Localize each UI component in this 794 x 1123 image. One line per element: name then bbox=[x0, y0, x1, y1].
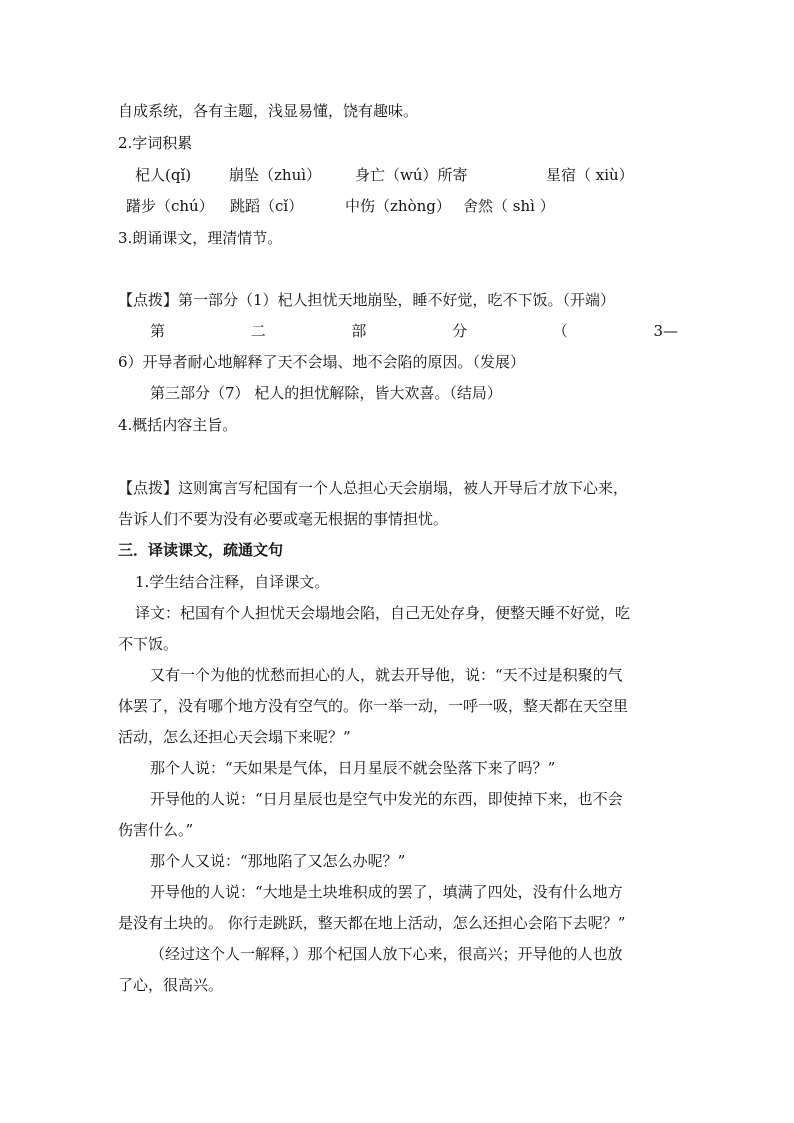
paragraph-line: 开导他的人说：“大地是土块堆积成的罢了，填满了四处，没有什么地方 bbox=[150, 883, 623, 901]
section-heading-theme: 4.概括内容主旨。 bbox=[118, 416, 238, 434]
vocab-item: 崩坠（zhuì） bbox=[229, 166, 322, 184]
section-heading-word-accumulation: 2.字词积累 bbox=[118, 134, 193, 152]
vocab-item: 星宿（ xiù） bbox=[546, 166, 634, 184]
vocab-item: 跳蹈（cǐ） bbox=[230, 197, 304, 215]
paragraph-line: 体罢了，没有哪个地方没有空气的。你一举一动，一呼一吸，整天都在天空里 bbox=[118, 697, 629, 715]
paragraph-line: 活动，怎么还担心天会塌下来呢？” bbox=[118, 728, 351, 746]
tip-tag: 【点拨】 bbox=[118, 479, 179, 497]
vocab-item: 身亡（wú）所寄 bbox=[355, 166, 468, 184]
justified-char: 分 bbox=[452, 322, 468, 340]
section-heading-recitation: 3.朗诵课文，理清情节。 bbox=[118, 229, 283, 247]
tip-paragraph-theme bbox=[118, 478, 678, 498]
tip-text: 第一部分（1）杞人担忧天地崩坠，睡不好觉，吃不下饭。（开端） bbox=[178, 291, 616, 309]
justified-char: 3— bbox=[653, 322, 678, 340]
justified-char: 二 bbox=[250, 322, 266, 340]
justified-char: （ bbox=[552, 322, 568, 340]
paragraph-line: 不下饭。 bbox=[118, 635, 179, 653]
vocab-item: 躇步（chú） bbox=[126, 197, 214, 215]
tip-tag: 【点拨】 bbox=[118, 291, 179, 309]
paragraph-line: 1.学生结合注释，自译课文。 bbox=[135, 573, 330, 591]
paragraph-line: 是没有土块的。 你行走跳跃，整天都在地上活动，怎么还担心会陷下去呢？” bbox=[118, 914, 626, 932]
justified-char: 部 bbox=[351, 322, 367, 340]
vocab-row-1 bbox=[118, 165, 678, 185]
tip-paragraph-structure bbox=[118, 290, 678, 310]
paragraph-line: 第三部分（7） 杞人的担忧解除，皆大欢喜。（结局） bbox=[150, 384, 502, 402]
paragraph-line: 伤害什么。” bbox=[118, 821, 194, 839]
vocab-item: 舍然（ shì ） bbox=[463, 197, 555, 215]
paragraph-line: 那个人又说：“那地陷了又怎么办呢？” bbox=[150, 852, 406, 870]
paragraph-line: 又有一个为他的忧愁而担心的人，就去开导他，说：“天不过是积聚的气 bbox=[150, 666, 623, 684]
paragraph-line: 那个人说：“天如果是气体，日月星辰不就会坠落下来了吗？” bbox=[150, 759, 556, 777]
paragraph-line: 译文：杞国有个人担忧天会塌地会陷，自己无处存身，便整天睡不好觉，吃 bbox=[135, 604, 631, 622]
paragraph-line: 6）开导者耐心地解释了天不会塌、地不会陷的原因。（发展） bbox=[118, 353, 526, 371]
paragraph-line: 告诉人们不要为没有必要或毫无根据的事情担忧。 bbox=[118, 510, 449, 528]
vocab-item: 中伤（zhòng） bbox=[345, 197, 451, 215]
paragraph-line: 自成系统，各有主题，浅显易懂，饶有趣味。 bbox=[118, 102, 419, 120]
paragraph-line: （经过这个人一解释，）那个杞国人放下心来，很高兴；开导他的人也放 bbox=[150, 945, 623, 963]
tip-text: 这则寓言写杞国有一个人总担心天会崩塌，被人开导后才放下心来， bbox=[178, 479, 629, 497]
vocab-item: 杞人(qǐ) bbox=[135, 166, 192, 184]
paragraph-line: 开导他的人说：“日月星辰也是空气中发光的东西，即使掉下来，也不会 bbox=[150, 790, 623, 808]
paragraph-line: 了心，很高兴。 bbox=[118, 976, 224, 994]
vocab-row-2 bbox=[118, 196, 678, 216]
justified-line bbox=[150, 321, 678, 341]
section-heading-translation: 三．译读课文，疏通文句 bbox=[118, 541, 284, 559]
justified-char: 第 bbox=[150, 322, 166, 340]
